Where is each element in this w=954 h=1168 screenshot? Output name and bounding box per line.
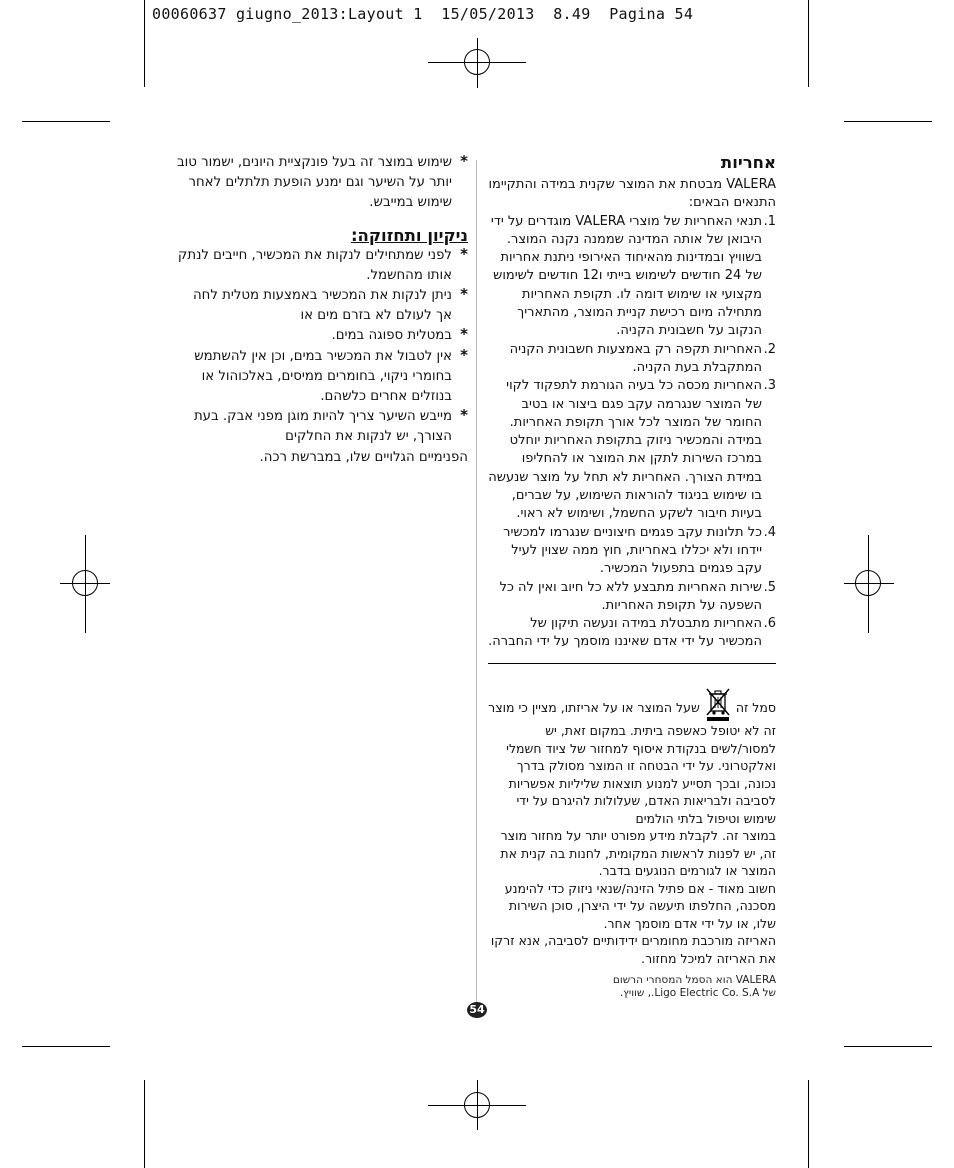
section-separator [488,663,776,664]
crossed-out-bin-icon [706,688,730,722]
cleaning-list [176,246,468,448]
disposal-para [488,688,776,827]
disposal-notice [488,688,776,967]
list-item [488,377,776,523]
trademark-line: של Ligo Electric Co. S.A., שוויץ. [619,986,776,999]
list-item [176,347,468,408]
list-item [488,341,776,378]
trademark-note [560,974,776,999]
crop-mark [844,121,932,122]
item-text: האחריות תקפה רק באמצעות חשבונית הקניה המתקבלת בעת הקניה. [509,341,762,375]
cleaning-title: ניקיון ותחזוקה: [350,225,468,245]
disposal-lead: סמל זה [735,700,776,715]
register-circle [464,1092,490,1118]
star-bullet: * [460,285,468,304]
item-text: לפני שמתחילים לנקות את המכשיר, חייבים לנתק אותו מהחשמל. [177,247,452,283]
star-bullet: * [460,244,468,263]
item-text: תנאי האחריות של מוצרי VALERA מוגדרים על ידי היבואן של אותה המדינה שממנה נקנה המוצר. בשוויץ ובמדינות מהאיחוד האירופי ניתנת אחריות של 24 חודשים לשימוש בייתי ו12 חודשים לשימוש מקצועי או שימוש דומה לו. תקופת האחריות מתחילה מיום רכישת קניית המוצר, מהתאריך הנקוב על חשבונית הקניה. [490,213,762,339]
power-cord-warning: חשוב מאוד - אם פתיל הזינה/שנאי ניזוק כדי להימנע מסכנה, החלפתו תיעשה על ידי היצרן, סוכן השירות שלו, או על ידי אדם מוסמך אחר. [504,880,776,931]
item-text: שימוש במוצר זה בעל פונקציית היונים, ישמור טוב יותר על השיער וגם ימנע הופעת תלתלים לאחר שימוש במייבש. [176,155,452,211]
item-text: כל תלונות עקב פגמים חיצוניים שנגרמו למכשיר יידחו ולא יכללו באחריות, חוץ ממה שצוין לעיל עקב פגמים בתפעול המכשיר. [503,524,762,577]
warranty-intro: VALERA מבטחת את המוצר שקנית במידה והתקיימו התנאים הבאים: [488,177,776,211]
star-bullet: * [460,406,468,425]
list-item [176,153,468,214]
crop-mark [22,121,110,122]
page-number: 54 [467,1002,487,1018]
column-divider [476,160,477,1010]
star-bullet: * [460,152,468,170]
list-item [488,524,776,579]
care-section [176,153,468,468]
item-number: 6. [763,616,776,632]
crop-mark [144,1080,145,1168]
printer-slug: 00060637 giugno_2013:Layout 1 15/05/2013 8.49 Pagina 54 [152,5,694,23]
packaging-note: האריזה מורכבת מחומרים ידידותיים לסביבה, אנא זרקו את האריזה למיכל מחזור. [490,933,776,966]
item-text: אין לטבול את המכשיר במים, וכן אין להשתמש בחומרי ניקוי, בחומרים ממיסים, באלכוהול או בנוזלים אחרים כלשהם. [194,348,452,405]
star-bullet: * [460,345,468,364]
warranty-section [488,153,776,652]
list-item [176,407,468,447]
register-circle [464,49,490,75]
item-number: 5. [763,579,776,595]
crop-mark [22,1046,110,1047]
item-number: 2. [763,341,776,357]
item-text: שירות האחריות מתבצע ללא כל חיוב ואין לה כל השפעה על תקופת האחריות. [499,579,762,613]
disposal-para-2: במוצר זה. לקבלת מידע מפורט יותר על מחזור מוצר זה, יש לפנות לראשות המקומית, לחנות בה קנית את המוצר או לגורמים הנוגעים בדבר. [500,828,776,878]
trademark-line: VALERA הוא הסמל המסחרי הרשום [612,974,776,986]
list-item [488,615,776,652]
item-number: 3. [763,378,776,394]
item-number: 1. [763,213,776,229]
list-item [176,246,468,286]
crop-mark [808,0,809,87]
item-text: ניתן לנקות את המכשיר באמצעות מטלית לחה אך לעולם לא בזרם מים או [192,288,452,324]
register-circle [855,570,881,596]
item-text: האחריות מכסה כל בעיה הגורמת לתפקוד לקוי של המוצר שנגרמה עקב פגם ביצור או בטיב החומר של המוצר לכל אורך תקופת האחריות. במידה והמכשיר ניזוק בתקופת האחריות יוחלט במרכז השירות לתקן את המוצר או להחליפו במידת הצורך. האחריות לא תחל על מוצר שנעשה בו שימוש בניגוד להוראות השימוש, על שברים, בעיות חיבור לשקע החשמל, ושימוש לא ראוי. [488,378,762,522]
item-number: 4. [763,524,776,540]
ionic-note [176,153,468,214]
register-circle [72,570,98,596]
crop-mark [808,1080,809,1168]
cleaning-tail: הפנימיים הגלויים שלו, במברשת רכה. [259,449,468,465]
item-text: האחריות מתבטלת במידה ונעשה תיקון של המכשיר על ידי אדם שאיננו מוסמך על ידי החברה. [488,616,762,650]
warranty-list [488,213,776,652]
item-text: במטלית ספוגה במים. [331,328,452,344]
warranty-title: אחריות [720,153,776,172]
list-item [176,326,468,346]
list-item [488,213,776,341]
list-item [488,579,776,616]
crop-mark [844,1046,932,1047]
disposal-text: שעל המוצר או על אריזתו, מציין כי מוצר זה לא יטופל כאשפה ביתית. במקום זאת, יש למסור/לשים בנקודת איסוף למחזור של ציוד חשמלי ואלקטרוני. על ידי הבטחה זו המוצר מסולק בדרך נכונה, ובכך תסייע למנוע תוצאות שליליות אפשריות לסביבה ולבריאות האדם, שעלולות להיגרם על ידי שימוש וטיפול בלתי הולמים [488,700,776,826]
list-item [176,286,468,326]
crop-mark [144,0,145,87]
item-text: מייבש השיער צריך להיות מוגן מפני אבק. בעת הצורך, יש לנקות את החלקים [193,409,452,445]
star-bullet: * [460,325,468,344]
